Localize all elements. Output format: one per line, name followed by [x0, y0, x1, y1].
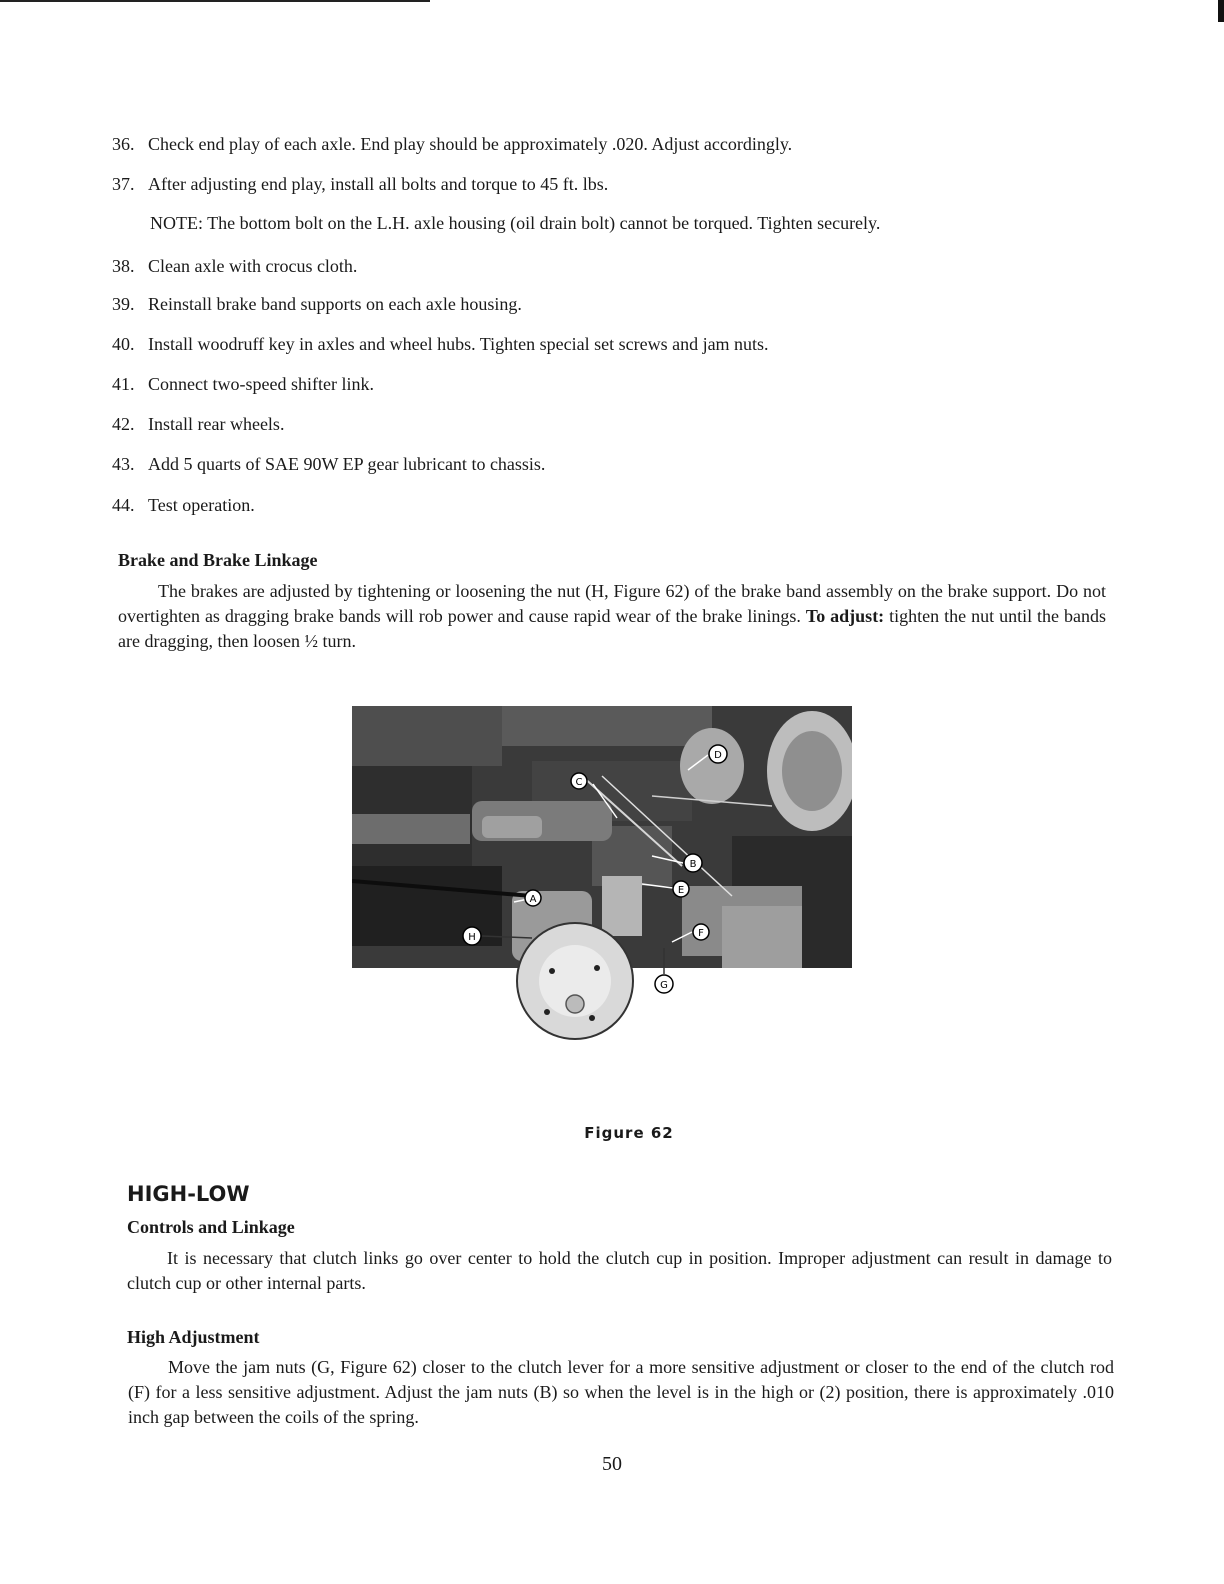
controls-heading: Controls and Linkage: [127, 1217, 295, 1237]
step-39: 39. Reinstall brake band supports on each axle housing.: [112, 294, 522, 314]
step-36: 36. Check end play of each axle. End play should be approximately .020. Adjust accordingly.: [112, 134, 793, 154]
callout-e: [673, 881, 689, 897]
figure-caption: Figure 62: [584, 1124, 674, 1142]
svg-text:D: D: [714, 750, 722, 761]
callout-f: [693, 924, 709, 940]
callout-c: [571, 773, 587, 789]
step-43: 43. Add 5 quarts of SAE 90W EP gear lubricant to chassis.: [112, 454, 546, 474]
svg-text:B: B: [689, 859, 697, 870]
svg-text:E: E: [677, 885, 685, 896]
step-42: 42. Install rear wheels.: [112, 414, 285, 434]
high-adjustment-paragraph: Move the jam nuts (G, Figure 62) closer to the clutch lever for a more sensitive adjustment or closer to the end of the clutch rod (F) for a less sensitive adjustment. Adjust the jam nuts (B) so when the level is in the high or (2) position, there is approximately .010 inch gap between the coils of the spring.: [128, 1357, 1114, 1427]
high-adjustment-heading: High Adjustment: [127, 1327, 260, 1347]
svg-text:A: A: [529, 894, 537, 905]
brake-paragraph: The brakes are adjusted by tightening or loosening the nut (H, Figure 62) of the brake band assembly on the brake support. Do not overtighten as dragging brake bands will rob power and cause rapid wear of the brake linings. To adjust: tighten the nut until the bands are dragging, then loosen ½ turn.: [118, 581, 1106, 651]
brake-heading: Brake and Brake Linkage: [118, 550, 318, 570]
scan-corner-mark: [1218, 0, 1224, 22]
step-44: 44. Test operation.: [112, 495, 255, 515]
step-41: 41. Connect two-speed shifter link.: [112, 374, 374, 394]
step-40: 40. Install woodruff key in axles and wheel hubs. Tighten special set screws and jam nuts.: [112, 334, 769, 354]
callout-h: [463, 927, 481, 945]
callout-d: [709, 745, 727, 763]
step-38: 38. Clean axle with crocus cloth.: [112, 256, 358, 276]
callout-a: [525, 890, 541, 906]
torque-note: NOTE: The bottom bolt on the L.H. axle housing (oil drain bolt) cannot be torqued. Tighten securely.: [150, 213, 881, 233]
high-low-title: HIGH-LOW: [127, 1182, 250, 1206]
svg-text:H: H: [468, 932, 476, 943]
figure-62-photo: [352, 706, 852, 1051]
page-number: 50: [602, 1453, 622, 1475]
svg-text:C: C: [575, 777, 583, 788]
svg-text:F: F: [698, 928, 704, 939]
scan-edge-line: [0, 0, 430, 2]
callout-g: [655, 975, 673, 993]
step-37: 37. After adjusting end play, install all bolts and torque to 45 ft. lbs.: [112, 174, 609, 194]
controls-paragraph: It is necessary that clutch links go over center to hold the clutch cup in position. Improper adjustment can result in damage to clutch cup or other internal parts.: [127, 1248, 1112, 1293]
callout-b: [684, 854, 702, 872]
svg-text:G: G: [660, 980, 668, 991]
